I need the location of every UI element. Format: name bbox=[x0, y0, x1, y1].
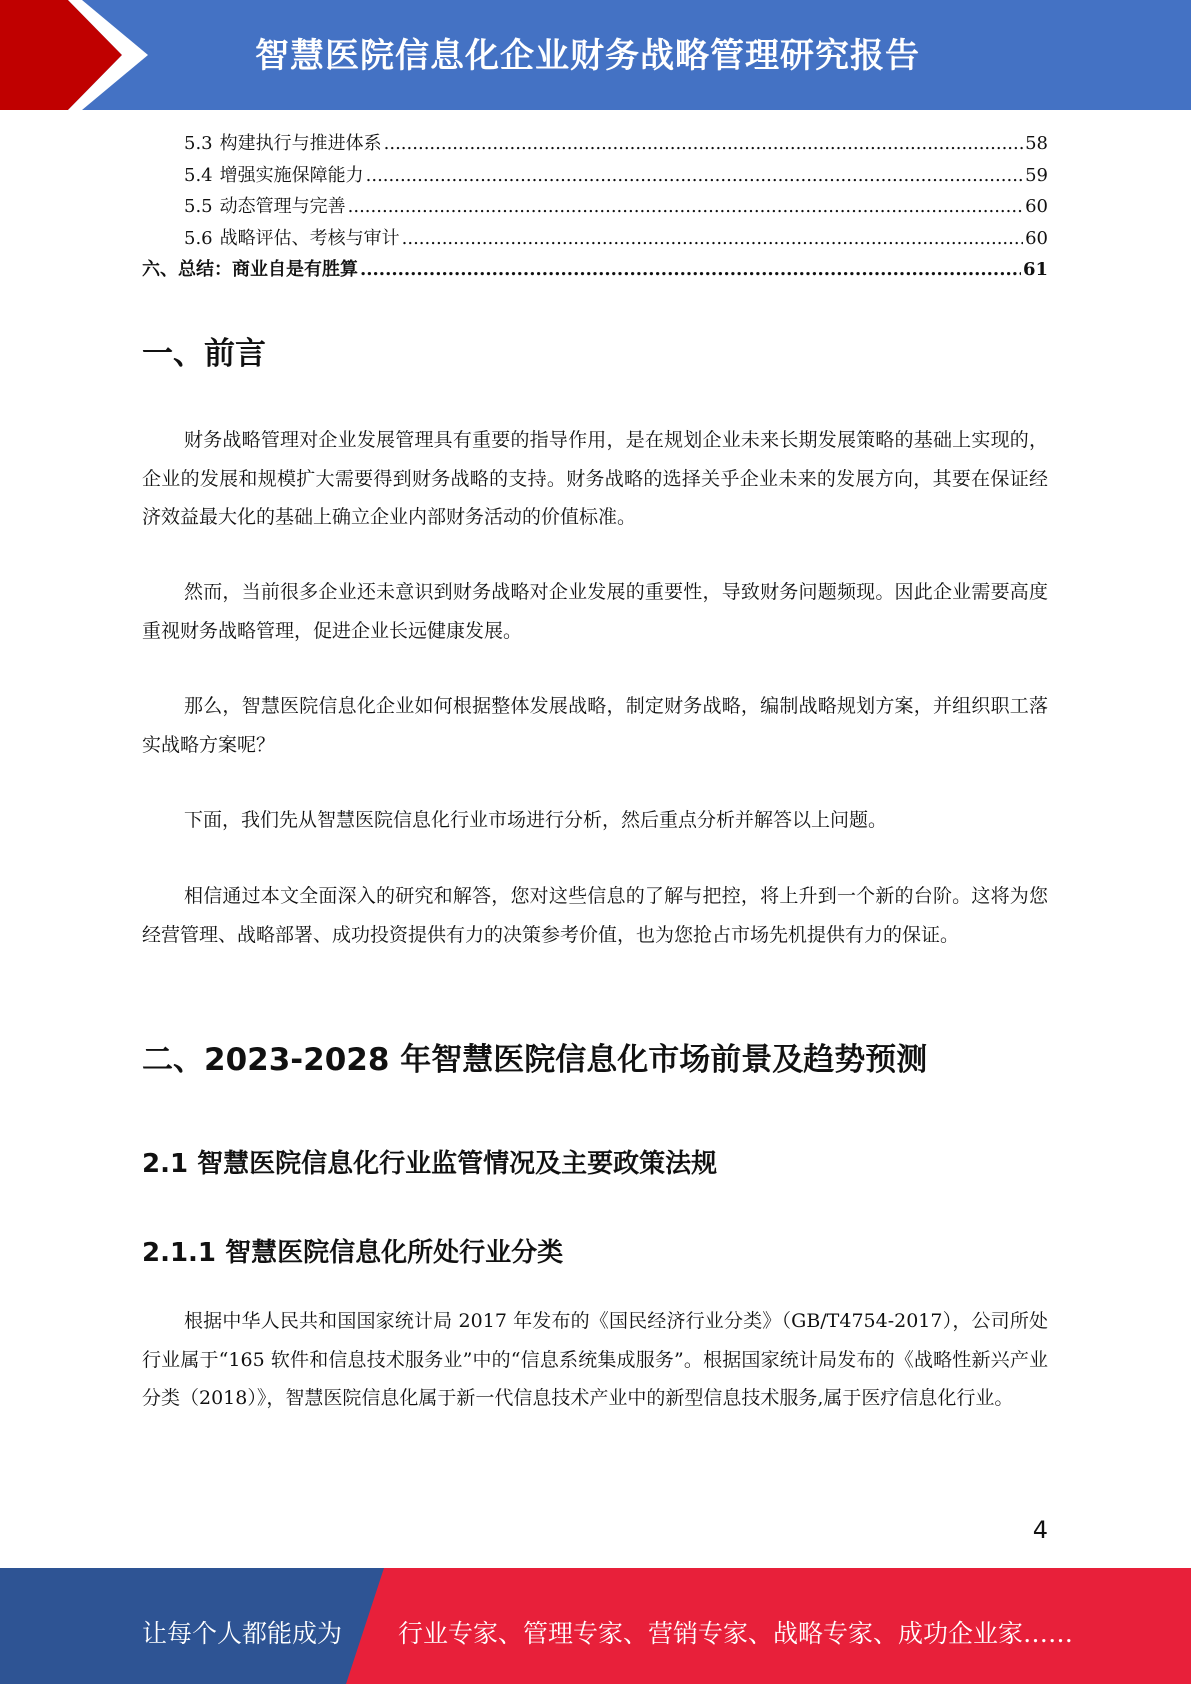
footer-slogan-left: 让每个人都能成为 bbox=[142, 1619, 343, 1648]
preface-paragraph: 然而，当前很多企业还未意识到财务战略对企业发展的重要性，导致财务问题频现。因此企业需要高度重视财务战略管理，促进企业长远健康发展。 bbox=[142, 581, 1048, 642]
toc-item[interactable] bbox=[142, 128, 1048, 160]
toc-item-number: 5.5 bbox=[184, 196, 213, 217]
table-of-contents bbox=[142, 128, 1048, 286]
toc-leader-dots bbox=[360, 254, 1021, 286]
toc-item[interactable] bbox=[142, 254, 1048, 286]
toc-item[interactable] bbox=[142, 223, 1048, 255]
preface-paragraph: 相信通过本文全面深入的研究和解答，您对这些信息的了解与把控，将上升到一个新的台阶。这将为您经营管理、战略部署、成功投资提供有力的决策参考价值，也为您抢占市场先机提供有力的保证。 bbox=[142, 885, 1048, 946]
classification-paragraph: 根据中华人民共和国国家统计局 2017 年发布的《国民经济行业分类》（GB/T4754-2017），公司所处行业属于“165 软件和信息技术服务业”中的“信息系统集成服务”。根据国家统计局发布的《战略性新兴产业分类（2018）》，智慧医院信息化属于新一代信息技术产业中的新型信息技术服务,属于医疗信息化行业。 bbox=[142, 1310, 1048, 1409]
classification-subheading: 2.1.1 智慧医院信息化所处行业分类 bbox=[142, 1238, 564, 1268]
preface-heading: 一、前言 bbox=[142, 336, 266, 372]
toc-leader-dots bbox=[366, 160, 1023, 192]
toc-leader-dots bbox=[402, 223, 1023, 255]
toc-item-label: 六、总结：商业自是有胜算 bbox=[142, 259, 358, 280]
regulation-subheading: 2.1 智慧医院信息化行业监管情况及主要政策法规 bbox=[142, 1149, 718, 1179]
toc-item[interactable] bbox=[142, 191, 1048, 223]
toc-item-label: 增强实施保障能力 bbox=[219, 164, 364, 186]
toc-item-label: 战略评估、考核与审计 bbox=[219, 227, 400, 249]
toc-item-page: 59 bbox=[1025, 164, 1048, 186]
preface-paragraph: 财务战略管理对企业发展管理具有重要的指导作用，是在规划企业未来长期发展策略的基础上实现的，企业的发展和规模扩大需要得到财务战略的支持。财务战略的选择关乎企业未来的发展方向，其要在保证经济效益最大化的基础上确立企业内部财务活动的价值标准。 bbox=[142, 429, 1048, 528]
toc-item[interactable] bbox=[142, 160, 1048, 192]
toc-item-page: 61 bbox=[1022, 259, 1048, 280]
market-heading: 二、2023-2028 年智慧医院信息化市场前景及趋势预测 bbox=[142, 1042, 928, 1078]
page-number: 4 bbox=[1032, 1516, 1048, 1544]
toc-item-number: 5.3 bbox=[184, 133, 213, 154]
toc-item-label: 动态管理与完善 bbox=[219, 196, 346, 217]
toc-item-page: 60 bbox=[1025, 227, 1048, 249]
toc-item-number: 5.6 bbox=[184, 227, 213, 249]
footer-banner bbox=[0, 1568, 1191, 1684]
report-title: 智慧医院信息化企业财务战略管理研究报告 bbox=[255, 36, 920, 76]
preface-paragraph: 那么，智慧医院信息化企业如何根据整体发展战略，制定财务战略，编制战略规划方案，并组织职工落实战略方案呢？ bbox=[142, 695, 1048, 756]
header-arrow-decoration bbox=[0, 0, 160, 110]
toc-item-page: 60 bbox=[1025, 196, 1048, 217]
preface-paragraph: 下面，我们先从智慧医院信息化行业市场进行分析，然后重点分析并解答以上问题。 bbox=[184, 809, 888, 831]
toc-item-number: 5.4 bbox=[184, 164, 213, 186]
toc-item-label: 构建执行与推进体系 bbox=[219, 133, 382, 154]
toc-leader-dots bbox=[348, 191, 1023, 223]
footer-slogan-right: 行业专家、管理专家、营销专家、战略专家、成功企业家…… bbox=[398, 1619, 1074, 1648]
toc-leader-dots bbox=[384, 128, 1023, 160]
toc-item-page: 58 bbox=[1025, 133, 1048, 154]
header-banner bbox=[0, 0, 1191, 110]
